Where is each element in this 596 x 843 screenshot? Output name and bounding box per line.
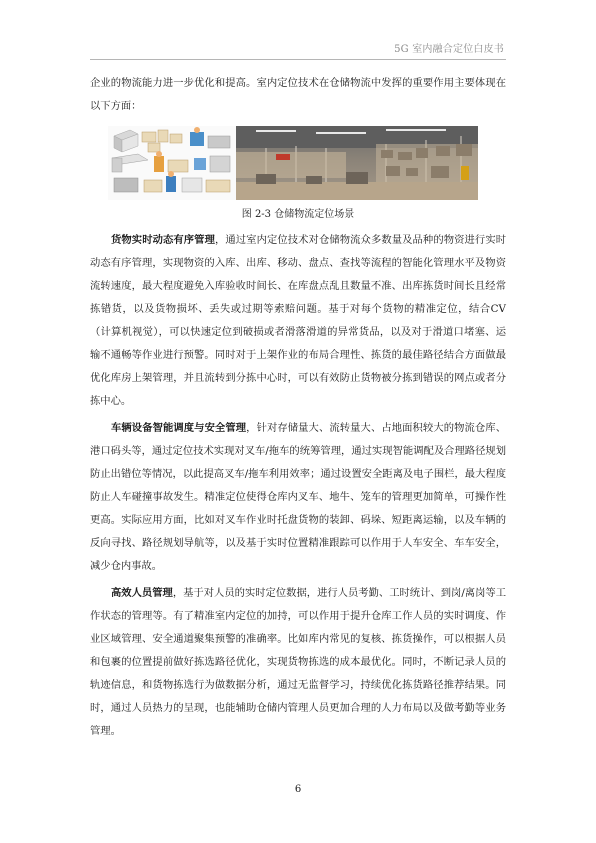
- section-body: ，基于对人员的实时定位数据，进行人员考勤、工时统计、到岗/离岗等工作状态的管理等。有了精准室内定位的加持，可以作用于提升仓库工作人员的实时调度、作业区域管理、安全通道聚集预警的准确率。比如库内常见的复核、拣货操作，可以根据人员和包裹的位置提前做好拣选路径优化，实现货物拣选的成本最优化。同时，不断记录人员的轨迹信息，和货物拣选行为做数据分析，通过无监督学习，持续优化拣货路径推荐结果。同时，通过人员热力的呈现，也能辅助仓储内管理人员更加合理的人力布局以及做考勤等业务管理。: [90, 587, 507, 737]
- section-heading: 车辆设备智能调度与安全管理: [111, 422, 247, 434]
- header-rule: [90, 59, 506, 60]
- section-body: ，针对存储量大、流转量大、占地面积较大的物流仓库、港口码头等，通过定位技术实现对叉车/拖车的统筹管理，通过实现智能调配及合理路径规划防止出错位等情况，以此提高叉车/拖车利用效率；通过设置安全距离及电子围栏，最大程度防止人车碰撞事故发生。精准定位使得仓库内叉车、地牛、笼车的管理更加简单，可操作性更高。实际应用方面，比如对叉车作业时托盘货物的装卸、码垛、短距离运输，以及车辆的反向寻找、路径规划导航等，以及基于实时位置精准跟踪可以作用于人车安全、车车安全，减少仓内事故。: [90, 422, 507, 572]
- section-heading: 高效人员管理: [111, 587, 173, 599]
- warehouse-figure: [108, 126, 478, 200]
- section-paragraph: [90, 229, 506, 413]
- warehouse-photo: [236, 126, 478, 200]
- figure-caption: 图 2-3 仓储物流定位场景: [241, 209, 355, 220]
- intro-paragraph: 企业的物流能力进一步优化和提高。室内定位技术在仓储物流中发挥的重要作用主要体现在以下方面：: [90, 77, 506, 112]
- page-body: [90, 72, 506, 747]
- section-heading: 货物实时动态有序管理: [111, 234, 215, 246]
- warehouse-illustration: [108, 126, 236, 200]
- page-number: 6: [294, 784, 302, 795]
- running-header: 5G 室内融合定位白皮书: [394, 44, 504, 55]
- section-paragraph: [90, 417, 506, 578]
- section-body: ，通过室内定位技术对仓储物流众多数量及品种的物资进行实时动态有序管理，实现物资的入库、出库、移动、盘点、查找等流程的智能化管理水平及物资流转速度，最大程度避免入库验收时间长、在库盘点乱且数量不准、出库拣货时间长且经常拣错货，以及货物损坏、丢失或过期等索赔问题。基于对每个货物的精准定位，结合CV（计算机视觉），可以快速定位到破损或者滑落滑道的异常货品，以及对于滑道口堵塞、运输不通畅等作业进行预警。同时对于上架作业的布局合理性、拣货的最佳路径结合方面做最优化库房上架管理，并且流转到分拣中心时，可以有效防止货物被分拣到错误的网点或者分拣中心。: [90, 234, 507, 407]
- section-paragraph: [90, 582, 506, 743]
